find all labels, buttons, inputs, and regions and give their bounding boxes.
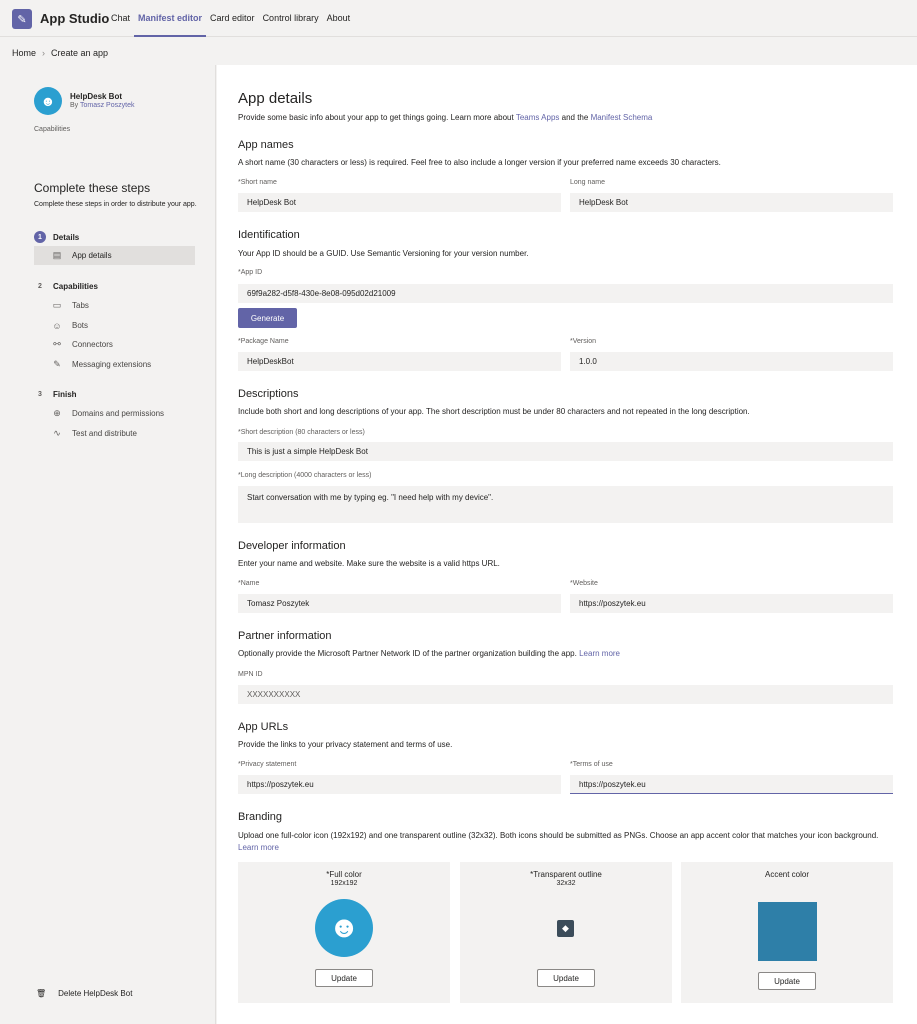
intro-and: and the bbox=[561, 113, 589, 122]
sidebar-item-messaging-extensions[interactable] bbox=[34, 355, 195, 374]
sidebar-item-label: Tabs bbox=[72, 301, 89, 310]
partner-desc-text: Optionally provide the Microsoft Partner Network ID of the partner organization building the app. bbox=[238, 649, 577, 658]
bot-author bbox=[70, 102, 134, 109]
intro-text bbox=[238, 112, 898, 124]
update-accent-button[interactable]: Update bbox=[758, 972, 816, 990]
bot-avatar: ☻ bbox=[34, 87, 62, 115]
nav-card-editor[interactable]: Card editor bbox=[210, 13, 255, 23]
steps-description: Complete these steps in order to distribute your app. bbox=[34, 201, 197, 208]
generate-button[interactable]: Generate bbox=[238, 308, 297, 328]
nav-chat[interactable]: Chat bbox=[111, 13, 131, 23]
tab-icon: ▭ bbox=[52, 300, 62, 310]
version-label: *Version bbox=[570, 338, 597, 345]
bot-full-color-icon: ☻ bbox=[315, 899, 373, 957]
connector-icon: ⚯ bbox=[53, 339, 61, 349]
bot-name: HelpDesk Bot bbox=[70, 92, 123, 101]
outline-size: 32x32 bbox=[556, 880, 576, 887]
app-title: App Studio bbox=[40, 11, 110, 26]
partner-desc bbox=[238, 648, 898, 660]
descriptions-heading: Descriptions bbox=[238, 388, 299, 400]
full-color-size: 192x192 bbox=[330, 880, 358, 887]
sidebar-item-app-details[interactable] bbox=[34, 246, 195, 265]
nav-manifest-editor[interactable]: Manifest editor bbox=[134, 0, 206, 37]
delete-label: Delete HelpDesk Bot bbox=[58, 989, 133, 998]
teams-apps-link[interactable]: Teams Apps bbox=[515, 113, 560, 122]
step-label: Details bbox=[53, 232, 80, 242]
sidebar-item-label: App details bbox=[72, 251, 112, 260]
version-field[interactable]: 1.0.0 bbox=[570, 352, 893, 371]
privacy-label: *Privacy statement bbox=[238, 761, 297, 768]
top-bar bbox=[0, 0, 917, 37]
bot-outline-icon: ◆ bbox=[557, 920, 574, 937]
identification-heading: Identification bbox=[238, 229, 300, 241]
sidebar-item-label: Domains and permissions bbox=[72, 409, 165, 418]
outline-title: *Transparent outline bbox=[530, 870, 602, 879]
website-field[interactable]: https://poszytek.eu bbox=[570, 594, 893, 613]
full-color-panel bbox=[238, 862, 450, 1003]
sidebar bbox=[12, 65, 216, 1024]
page-title: App details bbox=[238, 90, 313, 107]
delete-app-button[interactable] bbox=[36, 989, 132, 998]
sidebar-item-bots[interactable] bbox=[34, 316, 195, 335]
app-names-heading: App names bbox=[238, 139, 294, 151]
step-finish[interactable] bbox=[34, 388, 77, 400]
nav-control-library[interactable]: Control library bbox=[262, 13, 319, 23]
package-name-label: *Package Name bbox=[238, 338, 289, 345]
long-name-field[interactable]: HelpDesk Bot bbox=[570, 193, 893, 212]
app-names-desc: A short name (30 characters or less) is required. Feel free to also include a longer version if your preferred name exceeds 30 characters. bbox=[238, 158, 721, 167]
mpn-id-label: MPN ID bbox=[238, 671, 263, 678]
author-link[interactable]: Tomasz Poszytek bbox=[80, 102, 135, 109]
short-description-field[interactable]: This is just a simple HelpDesk Bot bbox=[238, 442, 893, 461]
step-number: 3 bbox=[38, 390, 42, 398]
update-full-color-button[interactable]: Update bbox=[315, 969, 373, 987]
descriptions-desc: Include both short and long descriptions of your app. The short description must be under 80 characters and not repeated in the long description. bbox=[238, 407, 750, 416]
step-label: Capabilities bbox=[53, 281, 98, 291]
developer-name-label: *Name bbox=[238, 580, 260, 587]
developer-name-field[interactable]: Tomasz Poszytek bbox=[238, 594, 561, 613]
mpn-id-field[interactable]: XXXXXXXXXX bbox=[238, 685, 893, 704]
breadcrumb-current: Create an app bbox=[51, 48, 109, 58]
website-label: *Website bbox=[570, 580, 598, 587]
intro-text-body: Provide some basic info about your app to get things going. Learn more about bbox=[238, 113, 514, 122]
accent-color-swatch[interactable] bbox=[758, 902, 817, 961]
sidebar-item-label: Bots bbox=[72, 321, 89, 330]
developer-desc: Enter your name and website. Make sure the website is a valid https URL. bbox=[238, 559, 500, 568]
developer-heading: Developer information bbox=[238, 540, 346, 552]
document-icon: ▤ bbox=[52, 250, 62, 260]
sidebar-item-label: Connectors bbox=[72, 340, 113, 349]
short-description-label: *Short description (80 characters or less) bbox=[238, 429, 365, 436]
branding-heading: Branding bbox=[238, 811, 283, 823]
privacy-field[interactable]: https://poszytek.eu bbox=[238, 775, 561, 794]
trash-icon: 🗑 bbox=[36, 989, 47, 998]
sidebar-item-tabs[interactable] bbox=[34, 296, 195, 315]
capabilities-label: Capabilities bbox=[34, 126, 71, 133]
step-number: 2 bbox=[38, 282, 42, 290]
sidebar-item-label: Messaging extensions bbox=[72, 360, 152, 369]
identification-desc: Your App ID should be a GUID. Use Semantic Versioning for your version number. bbox=[238, 249, 529, 258]
short-name-field[interactable]: HelpDesk Bot bbox=[238, 193, 561, 212]
full-color-title: *Full color bbox=[326, 870, 362, 879]
main-content bbox=[217, 65, 917, 1024]
terms-field[interactable]: https://poszytek.eu bbox=[570, 775, 893, 794]
step-capabilities[interactable] bbox=[34, 280, 98, 292]
steps-title: Complete these steps bbox=[34, 181, 151, 195]
nav-about[interactable]: About bbox=[326, 13, 351, 23]
breadcrumb-home[interactable]: Home bbox=[12, 48, 37, 58]
step-label: Finish bbox=[53, 389, 77, 399]
step-number: 1 bbox=[34, 231, 46, 243]
by-prefix: By bbox=[70, 102, 79, 109]
long-description-label: *Long description (4000 characters or less) bbox=[238, 472, 372, 479]
sidebar-item-connectors[interactable] bbox=[34, 335, 195, 354]
step-details[interactable] bbox=[34, 231, 79, 243]
app-id-field[interactable]: 69f9a282-d5f8-430e-8e08-095d02d21009 bbox=[238, 284, 893, 303]
package-name-field[interactable]: HelpDeskBot bbox=[238, 352, 561, 371]
globe-icon: ⊕ bbox=[53, 408, 61, 418]
outline-panel bbox=[460, 862, 672, 1003]
long-description-field[interactable]: Start conversation with me by typing eg. "I need help with my device". bbox=[238, 486, 893, 523]
branding-desc-text: Upload one full-color icon (192x192) and one transparent outline (32x32). Both icons should be submitted as PNGs. Choose an app accent color that matches your icon background. bbox=[238, 831, 879, 840]
app-id-label: *App ID bbox=[238, 269, 263, 276]
top-nav bbox=[107, 0, 354, 37]
short-name-label: *Short name bbox=[238, 179, 277, 186]
breadcrumb bbox=[12, 48, 108, 58]
partner-learn-more-link[interactable]: Learn more bbox=[579, 649, 621, 658]
sidebar-item-test-distribute[interactable] bbox=[34, 424, 195, 443]
bot-icon: ☺ bbox=[52, 320, 62, 331]
sidebar-item-label: Test and distribute bbox=[72, 429, 137, 438]
chevron-right-icon: › bbox=[42, 48, 46, 58]
partner-heading: Partner information bbox=[238, 630, 332, 642]
app-urls-desc: Provide the links to your privacy statement and terms of use. bbox=[238, 740, 453, 749]
accent-color-title: Accent color bbox=[764, 870, 810, 879]
branding-desc bbox=[238, 830, 898, 854]
accent-color-panel bbox=[681, 862, 893, 1003]
pulse-icon: ∿ bbox=[53, 428, 61, 438]
update-outline-button[interactable]: Update bbox=[537, 969, 595, 987]
branding-learn-more-link[interactable]: Learn more bbox=[238, 843, 279, 852]
app-studio-icon[interactable]: ✎ bbox=[12, 9, 32, 29]
manifest-schema-link[interactable]: Manifest Schema bbox=[590, 113, 653, 122]
long-name-label: Long name bbox=[570, 179, 606, 186]
edit-icon: ✎ bbox=[53, 359, 61, 369]
sidebar-item-domains[interactable] bbox=[34, 404, 195, 423]
terms-label: *Terms of use bbox=[570, 761, 613, 768]
app-urls-heading: App URLs bbox=[238, 721, 289, 733]
